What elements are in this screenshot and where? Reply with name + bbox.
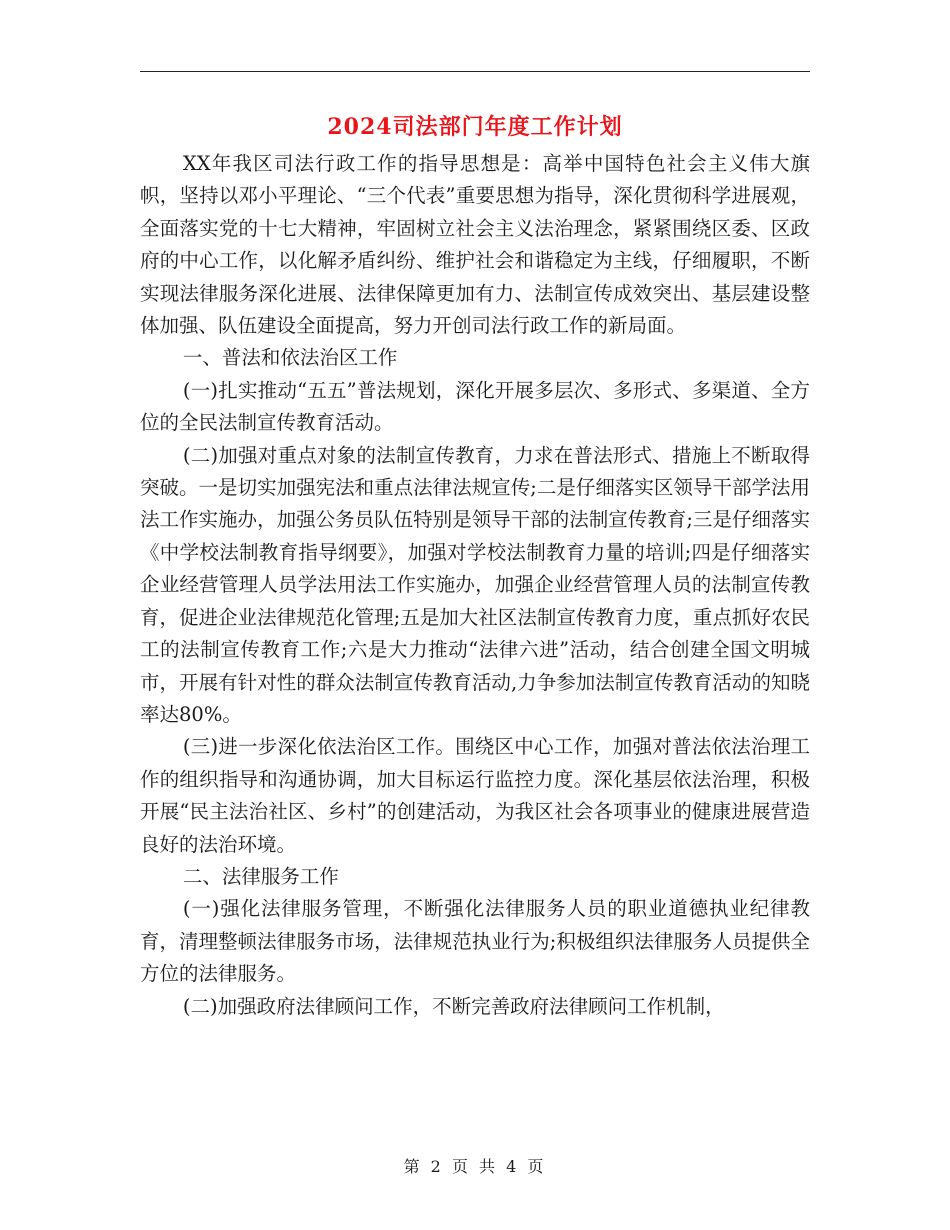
paragraph-service-item-2: (二)加强政府法律顾问工作，不断完善政府法律顾问工作机制，	[182, 994, 725, 1018]
document-body	[140, 148, 810, 1023]
document-title: 2024司法部门年度工作计划	[327, 114, 623, 140]
section-heading-legal-education: 一、普法和依法治区工作	[182, 346, 398, 370]
paragraph-guiding-principle: XX年我区司法行政工作的指导思想是：高举中国特色社会主义伟大旗帜，坚持以邓小平理论、“三个代表”重要思想为指导，深化贯彻科学进展观，全面落实党的十七大精神，牢固树立社会主义法治理念，紧紧围绕区委、区政府的中心工作，以化解矛盾纠纷、维护社会和谐稳定为主线，仔细履职，不断实现法律服务深化进展、法律保障更加有力、法制宣传成效突出、基层建设整体加强、队伍建设全面提高，努力开创司法行政工作的新局面。	[140, 152, 810, 338]
page-number: 第 2 页 共 4 页	[403, 1157, 547, 1176]
header-rule	[140, 71, 810, 72]
section-heading-legal-services: 二、法律服务工作	[182, 864, 339, 888]
paragraph-item-2: (二)加强对重点对象的法制宣传教育，力求在普法形式、措施上不断取得突破。一是切实加强宪法和重点法律法规宣传;二是仔细落实区领导干部学法用法工作实施办，加强公务员队伍特别是领导干部的法制宣传教育;三是仔细落实《中学校法制教育指导纲要》，加强对学校法制教育力量的培训;四是仔细落实企业经营管理人员学法用法工作实施办，加强企业经营管理人员的法制宣传教育，促进企业法律规范化管理;五是加大社区法制宣传教育力度，重点抓好农民工的法制宣传教育工作;六是大力推动“法律六进”活动，结合创建全国文明城市，开展有针对性的群众法制宣传教育活动,力争参加法制宣传教育活动的知晓率达80%。	[140, 443, 810, 726]
paragraph-item-3: (三)进一步深化依法治区工作。围绕区中心工作，加强对普法依法治理工作的组织指导和沟通协调，加大目标运行监控力度。深化基层依法治理，积极开展“民主法治社区、乡村”的创建活动，为我区社会各项事业的健康进展营造良好的法治环境。	[140, 735, 810, 856]
paragraph-item-1: (一)扎实推动“五五”普法规划，深化开展多层次、多形式、多渠道、全方位的全民法制宣传教育活动。	[140, 378, 810, 435]
paragraph-service-item-1: (一)强化法律服务管理，不断强化法律服务人员的职业道德执业纪律教育，清理整顿法律服务市场，法律规范执业行为;积极组织法律服务人员提供全方位的法律服务。	[140, 897, 810, 986]
